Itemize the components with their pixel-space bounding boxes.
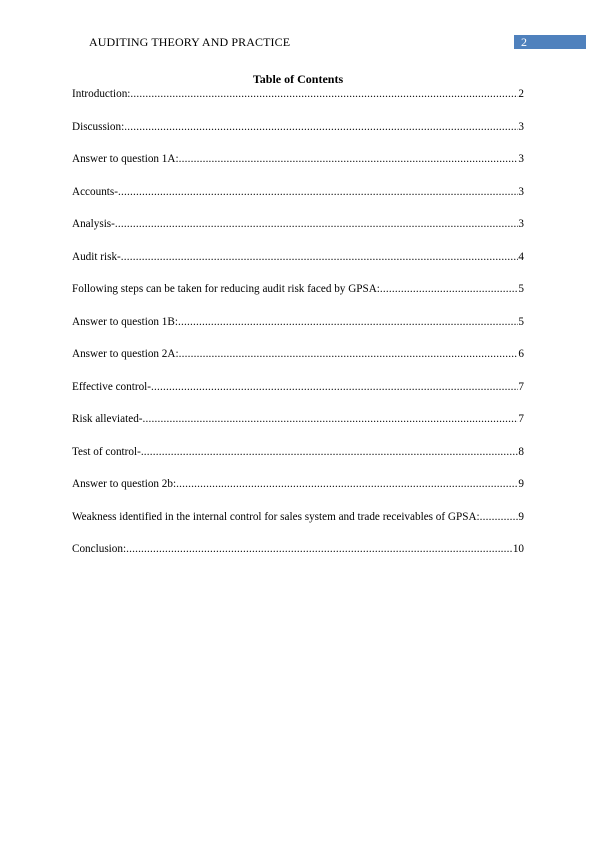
toc-entry-page: 3	[518, 120, 524, 133]
toc-entry-introduction[interactable]	[72, 87, 524, 101]
toc-leader-dots	[380, 282, 519, 296]
toc-entry-page: 7	[518, 380, 524, 393]
toc-entry-page: 9	[518, 510, 524, 523]
toc-leader-dots	[151, 380, 518, 394]
page-number: 2	[521, 35, 527, 49]
toc-heading: Table of Contents	[252, 72, 344, 86]
toc-entry-audit-risk[interactable]	[72, 250, 524, 264]
toc-entry-label: Effective control-	[72, 380, 152, 393]
toc-entry-page: 5	[518, 283, 524, 295]
toc-leader-dots	[179, 347, 519, 361]
toc-leader-dots	[141, 445, 519, 459]
toc-leader-dots	[480, 510, 519, 524]
running-header-title: AUDITING THEORY AND PRACTICE	[89, 35, 291, 49]
toc-entry-weakness-identified[interactable]	[72, 510, 524, 524]
toc-entry-page: 5	[518, 315, 524, 328]
page-number-badge	[514, 35, 586, 49]
toc-entry-label: Audit risk-	[72, 250, 121, 263]
toc-entry-label: Test of control-	[72, 445, 141, 458]
toc-entry-page: 7	[518, 413, 524, 425]
toc-entry-label: Conclusion:	[72, 543, 127, 555]
toc-entry-label: Introduction:	[72, 88, 131, 100]
toc-entry-accounts[interactable]	[72, 185, 524, 199]
toc-leader-dots	[178, 315, 518, 329]
toc-entry-label: Following steps can be taken for reducing audit risk faced by GPSA:	[72, 283, 380, 295]
toc-entry-reducing-audit-risk[interactable]	[72, 282, 524, 296]
toc-entry-label: Answer to question 1B:	[72, 315, 178, 328]
toc-entry-label: Answer to question 2A:	[72, 348, 179, 360]
toc-leader-dots	[176, 477, 518, 491]
toc-entry-discussion[interactable]	[72, 120, 524, 134]
toc-entry-page: 3	[518, 218, 524, 230]
toc-entry-risk-alleviated[interactable]	[72, 412, 524, 426]
toc-leader-dots	[124, 120, 518, 134]
toc-entry-page: 10	[512, 543, 524, 555]
toc-entry-page: 3	[518, 153, 524, 165]
toc-entry-answer-1a[interactable]	[72, 152, 524, 166]
toc-entry-label: Weakness identified in the internal control for sales system and trade receivables of GPSA:	[72, 510, 480, 523]
toc-entry-label: Answer to question 2b:	[72, 478, 177, 490]
toc-leader-dots	[118, 185, 518, 199]
toc-entry-label: Discussion:	[72, 120, 125, 133]
toc-entry-page: 2	[518, 88, 524, 100]
toc-entry-answer-2b[interactable]	[72, 477, 524, 491]
toc-entry-label: Analysis-	[72, 218, 115, 230]
toc-entry-label: Answer to question 1A:	[72, 153, 179, 165]
toc-entry-label: Risk alleviated-	[72, 413, 143, 425]
toc-entry-label: Accounts-	[72, 185, 118, 198]
toc-entry-effective-control[interactable]	[72, 380, 524, 394]
toc-entry-answer-1b[interactable]	[72, 315, 524, 329]
toc-entry-conclusion[interactable]	[72, 542, 524, 556]
toc-entry-page: 9	[518, 478, 524, 490]
toc-entry-page: 6	[518, 348, 524, 360]
toc-leader-dots	[121, 250, 519, 264]
toc-leader-dots	[130, 87, 518, 101]
toc-entry-test-of-control[interactable]	[72, 445, 524, 459]
toc-leader-dots	[115, 217, 519, 231]
toc-leader-dots	[143, 412, 519, 426]
toc-entry-page: 4	[518, 250, 524, 263]
toc-leader-dots	[179, 152, 519, 166]
toc-entry-page: 3	[518, 185, 524, 198]
toc-leader-dots	[126, 542, 513, 556]
table-of-contents	[72, 87, 524, 575]
toc-entry-analysis[interactable]	[72, 217, 524, 231]
toc-entry-page: 8	[518, 445, 524, 458]
toc-entry-answer-2a[interactable]	[72, 347, 524, 361]
